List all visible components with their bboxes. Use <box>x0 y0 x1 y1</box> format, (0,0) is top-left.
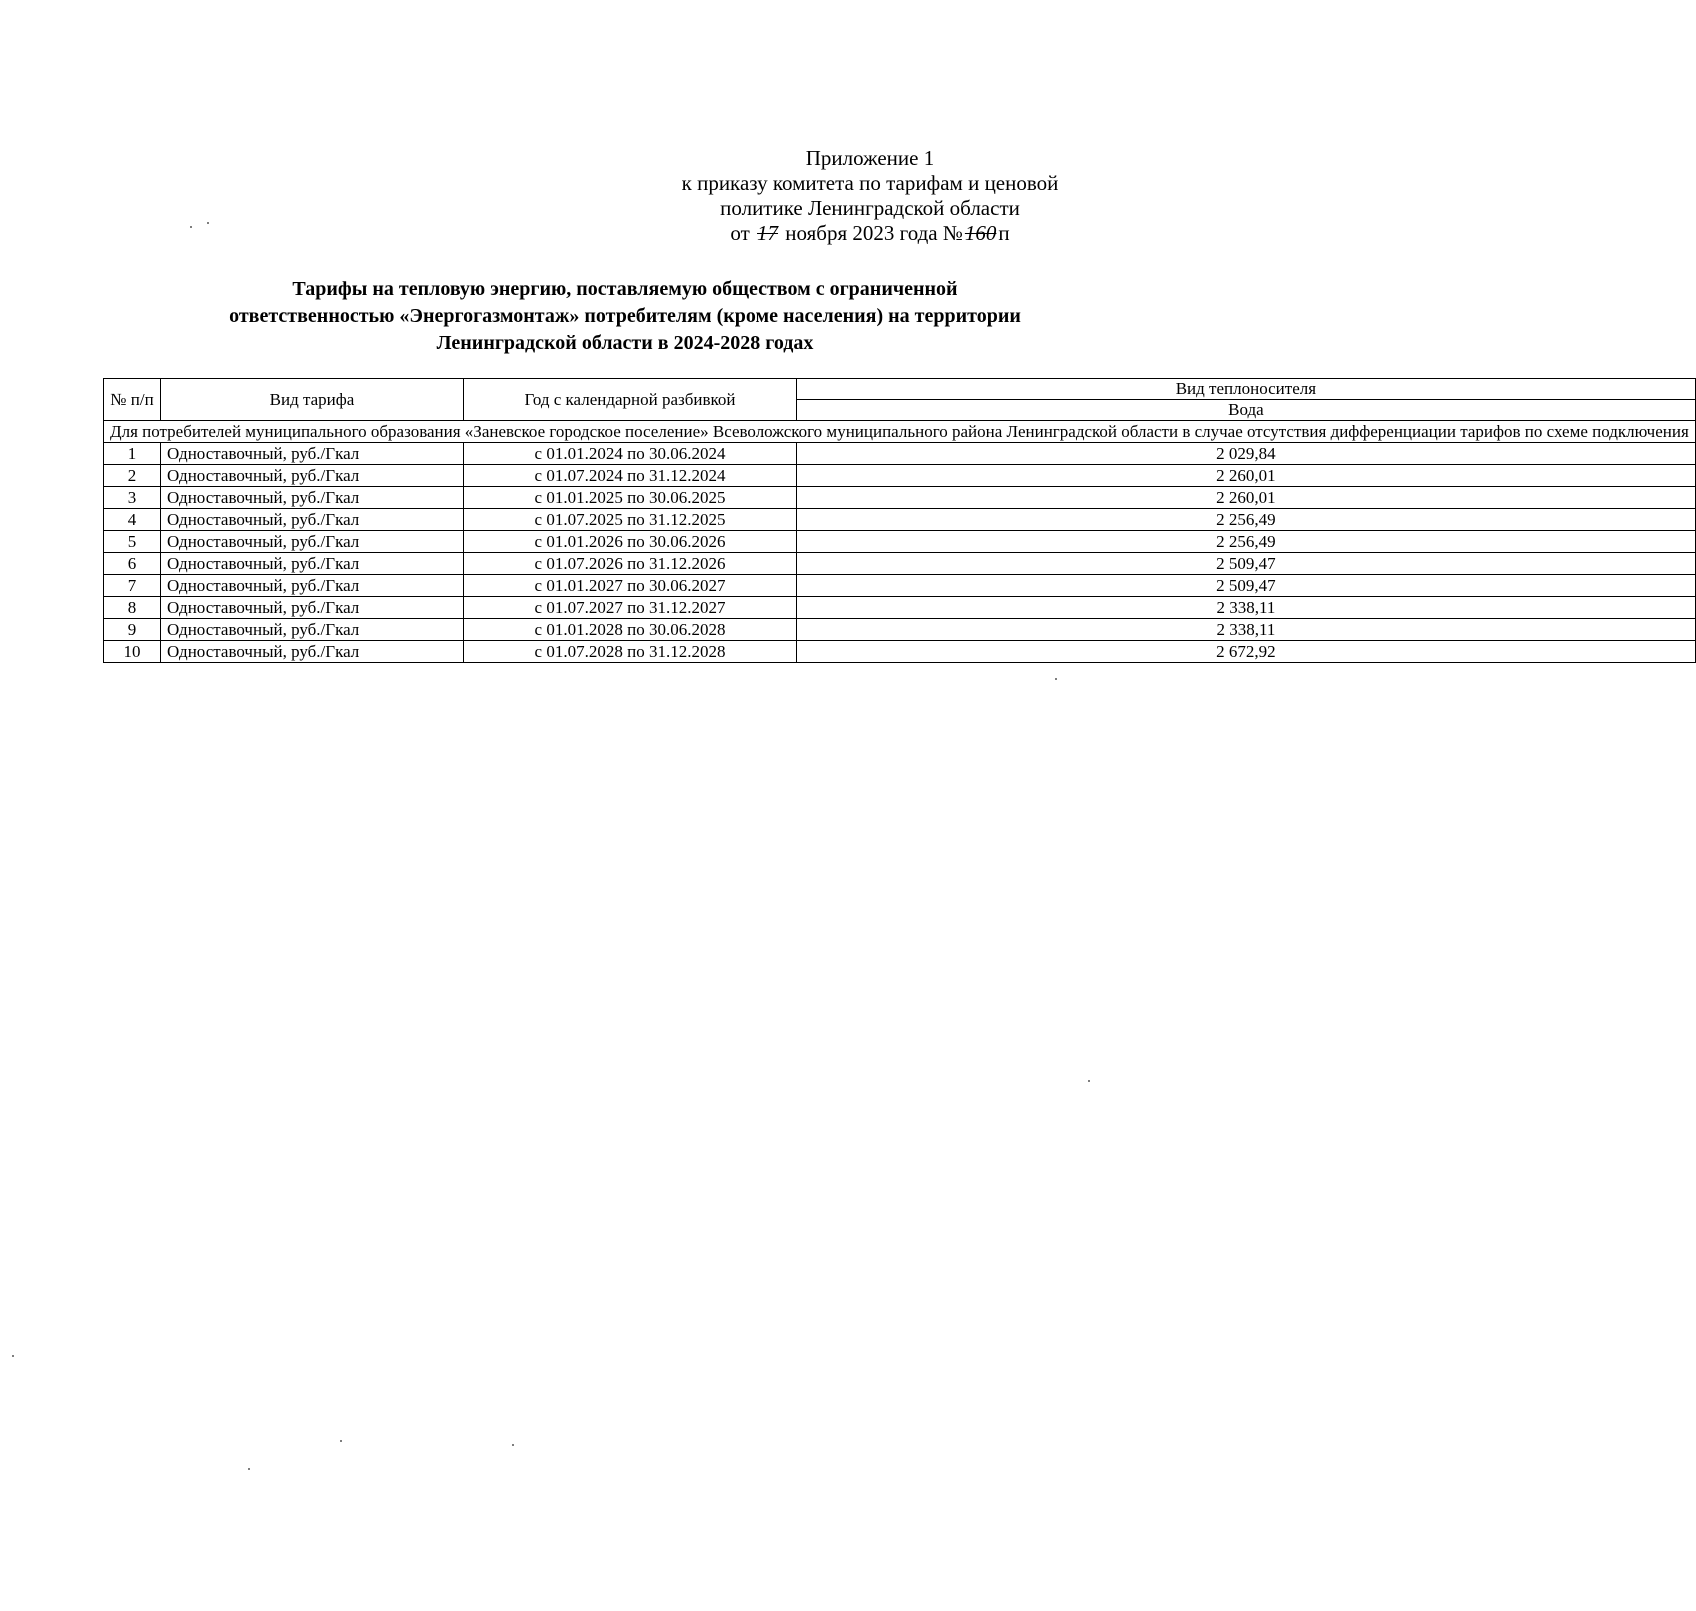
date-middle: ноября 2023 года № <box>785 221 963 245</box>
cell-value: 2 256,49 <box>797 531 1696 553</box>
table-row <box>104 597 1696 619</box>
order-suffix: п <box>998 221 1010 245</box>
appendix-date-line <box>600 221 1140 246</box>
scan-speck <box>1088 1080 1090 1082</box>
header-num: № п/п <box>104 379 161 421</box>
cell-value: 2 029,84 <box>797 443 1696 465</box>
title-line-2: ответственностью «Энергогазмонтаж» потребителям (кроме населения) на территории <box>229 305 1021 327</box>
scan-speck <box>340 1440 342 1442</box>
cell-value: 2 509,47 <box>797 553 1696 575</box>
table-row <box>104 509 1696 531</box>
cell-period: с 01.01.2025 по 30.06.2025 <box>464 487 797 509</box>
cell-num: 4 <box>104 509 161 531</box>
cell-tariff-type: Одноставочный, руб./Гкал <box>161 443 464 465</box>
cell-period: с 01.01.2024 по 30.06.2024 <box>464 443 797 465</box>
cell-period: с 01.01.2027 по 30.06.2027 <box>464 575 797 597</box>
scan-speck <box>1055 678 1057 680</box>
table-row <box>104 531 1696 553</box>
cell-num: 1 <box>104 443 161 465</box>
section-row <box>104 421 1696 443</box>
cell-tariff-type: Одноставочный, руб./Гкал <box>161 641 464 663</box>
table-row <box>104 575 1696 597</box>
cell-tariff-type: Одноставочный, руб./Гкал <box>161 619 464 641</box>
cell-num: 3 <box>104 487 161 509</box>
scan-speck <box>190 226 192 228</box>
cell-tariff-type: Одноставочный, руб./Гкал <box>161 531 464 553</box>
cell-value: 2 509,47 <box>797 575 1696 597</box>
document-title <box>120 276 1130 357</box>
header-tariff-type: Вид тарифа <box>161 379 464 421</box>
cell-tariff-type: Одноставочный, руб./Гкал <box>161 509 464 531</box>
section-description: Для потребителей муниципального образования «Заневское городское поселение» Всеволожского муниципального района Ленинградской области в случае отсутствия дифференциации тарифов по схеме подключения <box>104 421 1696 443</box>
cell-tariff-type: Одноставочный, руб./Гкал <box>161 597 464 619</box>
table-row <box>104 641 1696 663</box>
cell-tariff-type: Одноставочный, руб./Гкал <box>161 487 464 509</box>
appendix-order-ref: к приказу комитета по тарифам и ценовой <box>681 171 1059 195</box>
cell-value: 2 338,11 <box>797 597 1696 619</box>
handwritten-day: 17 <box>757 221 779 245</box>
scan-speck <box>248 1468 250 1470</box>
table-header-row <box>104 379 1696 400</box>
cell-value: 2 260,01 <box>797 487 1696 509</box>
cell-num: 5 <box>104 531 161 553</box>
date-prefix: от <box>730 221 750 245</box>
cell-period: с 01.07.2028 по 31.12.2028 <box>464 641 797 663</box>
cell-period: с 01.07.2024 по 31.12.2024 <box>464 465 797 487</box>
cell-num: 9 <box>104 619 161 641</box>
cell-value: 2 672,92 <box>797 641 1696 663</box>
cell-value: 2 260,01 <box>797 465 1696 487</box>
cell-tariff-type: Одноставочный, руб./Гкал <box>161 553 464 575</box>
scan-speck <box>512 1444 514 1446</box>
cell-tariff-type: Одноставочный, руб./Гкал <box>161 465 464 487</box>
tariff-table <box>103 378 1696 663</box>
table-row <box>104 487 1696 509</box>
table-row <box>104 619 1696 641</box>
cell-period: с 01.07.2027 по 31.12.2027 <box>464 597 797 619</box>
header-water: Вода <box>797 400 1696 421</box>
cell-period: с 01.07.2025 по 31.12.2025 <box>464 509 797 531</box>
appendix-label: Приложение 1 <box>805 146 935 170</box>
header-period: Год с календарной разбивкой <box>464 379 797 421</box>
cell-num: 6 <box>104 553 161 575</box>
cell-period: с 01.01.2026 по 30.06.2026 <box>464 531 797 553</box>
title-line-3: Ленинградской области в 2024-2028 годах <box>436 332 814 354</box>
scan-speck <box>12 1355 14 1357</box>
cell-num: 2 <box>104 465 161 487</box>
appendix-header <box>600 146 1140 246</box>
cell-tariff-type: Одноставочный, руб./Гкал <box>161 575 464 597</box>
cell-num: 8 <box>104 597 161 619</box>
cell-num: 7 <box>104 575 161 597</box>
title-line-1: Тарифы на тепловую энергию, поставляемую обществом с ограниченной <box>292 278 958 300</box>
handwritten-order-number: 160 <box>964 221 997 245</box>
table-row <box>104 553 1696 575</box>
table-row <box>104 443 1696 465</box>
table-row <box>104 465 1696 487</box>
scan-speck <box>207 222 209 224</box>
cell-value: 2 256,49 <box>797 509 1696 531</box>
appendix-committee: политике Ленинградской области <box>720 196 1020 220</box>
cell-period: с 01.01.2028 по 30.06.2028 <box>464 619 797 641</box>
cell-period: с 01.07.2026 по 31.12.2026 <box>464 553 797 575</box>
cell-value: 2 338,11 <box>797 619 1696 641</box>
header-coolant-type: Вид теплоносителя <box>797 379 1696 400</box>
cell-num: 10 <box>104 641 161 663</box>
